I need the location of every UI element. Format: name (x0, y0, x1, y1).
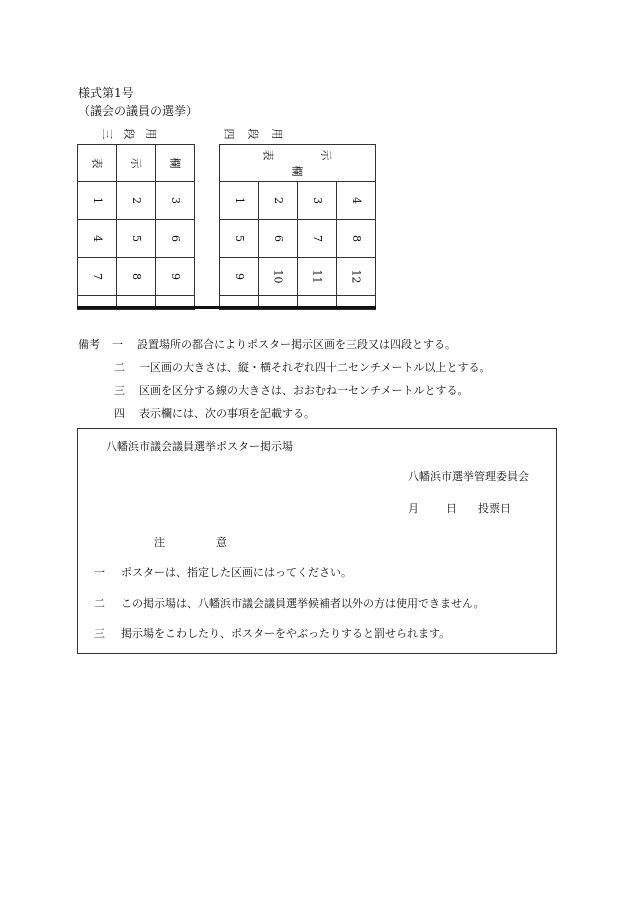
poster-slot: 12 (337, 258, 376, 296)
note-text: 設置場所の都合によりポスター掲示区画を三段又は四段とする。 (137, 338, 456, 351)
note-text: 一区画の大きさは、縦・横それぞれ四十二センチメートル以上とする。 (139, 361, 491, 374)
poster-slot: 7 (78, 258, 117, 296)
display-panel-sample (77, 428, 557, 654)
notes-row-1 (78, 338, 456, 351)
poster-slot: 1 (220, 182, 259, 220)
caution-item-3 (94, 627, 450, 640)
poster-slot: 3 (156, 182, 195, 220)
poster-slot: 7 (298, 220, 337, 258)
display-date-month: 月 (408, 502, 419, 515)
poster-slot: 10 (259, 258, 298, 296)
poster-slot: 11 (298, 258, 337, 296)
poster-slot: 5 (117, 220, 156, 258)
poster-slot: 2 (259, 182, 298, 220)
poster-slot: 9 (220, 258, 259, 296)
display-title: 八幡浜市議会議員選挙ポスター掲示場 (106, 440, 293, 453)
poster-slot: 6 (259, 220, 298, 258)
display-date-label: 投票日 (478, 502, 511, 515)
display-date-day: 日 (446, 502, 457, 515)
right-caption-1: 四 (222, 128, 236, 140)
caution-number: 二 (94, 597, 105, 610)
caution-item-2 (94, 597, 485, 610)
caution-text: 掲示場をこわしたり、ポスターをやぶったりすると罰せられます。 (121, 627, 451, 640)
poster-slot: 6 (156, 220, 195, 258)
caution-number: 一 (94, 566, 105, 579)
note-number: 一 (112, 338, 123, 351)
poster-slot: 1 (78, 182, 117, 220)
poster-slot: 8 (337, 220, 376, 258)
right-caption-3: 用 (270, 128, 284, 140)
left-header-cell-3: 欄 (156, 145, 195, 182)
poster-slot: 4 (78, 220, 117, 258)
ground-line (77, 306, 376, 309)
notes-row-4 (114, 407, 315, 420)
left-caption-2: 段 (122, 128, 136, 140)
poster-slot: 5 (220, 220, 259, 258)
form-title: 様式第1号 (78, 86, 134, 100)
caution-heading-1: 注 (154, 536, 165, 549)
poster-slot: 2 (117, 182, 156, 220)
right-header-cell: 表 示 欄 (220, 145, 376, 182)
caution-item-1 (94, 566, 352, 579)
left-caption-3: 用 (144, 128, 158, 140)
notes-label: 備考 (78, 338, 100, 351)
display-issuer: 八幡浜市選挙管理委員会 (408, 470, 529, 483)
left-header-cell-2: 示 (117, 145, 156, 182)
poster-slot: 3 (298, 182, 337, 220)
left-poster-grid (77, 144, 195, 310)
note-number: 三 (114, 384, 125, 397)
poster-slot: 9 (156, 258, 195, 296)
right-poster-grid (219, 144, 376, 310)
note-text: 表示欄には、次の事項を記載する。 (139, 407, 315, 420)
left-caption-1: 三 (100, 128, 114, 140)
notes-row-2 (114, 361, 491, 374)
notes-row-3 (114, 384, 469, 397)
note-text: 区画を区分する線の大きさは、おおむね一センチメートルとする。 (139, 384, 469, 397)
caution-text: ポスターは、指定した区画にはってください。 (121, 566, 352, 579)
caution-text: この掲示場は、八幡浜市議会議員選挙候補者以外の方は使用できません。 (121, 597, 485, 610)
caution-heading-2: 意 (216, 536, 227, 549)
left-header-cell-1: 表 (78, 145, 117, 182)
poster-slot: 8 (117, 258, 156, 296)
form-subtitle: （議会の議員の選挙） (78, 104, 199, 118)
note-number: 四 (114, 407, 125, 420)
poster-slot: 4 (337, 182, 376, 220)
note-number: 二 (114, 361, 125, 374)
caution-number: 三 (94, 627, 105, 640)
right-caption-2: 段 (246, 128, 260, 140)
